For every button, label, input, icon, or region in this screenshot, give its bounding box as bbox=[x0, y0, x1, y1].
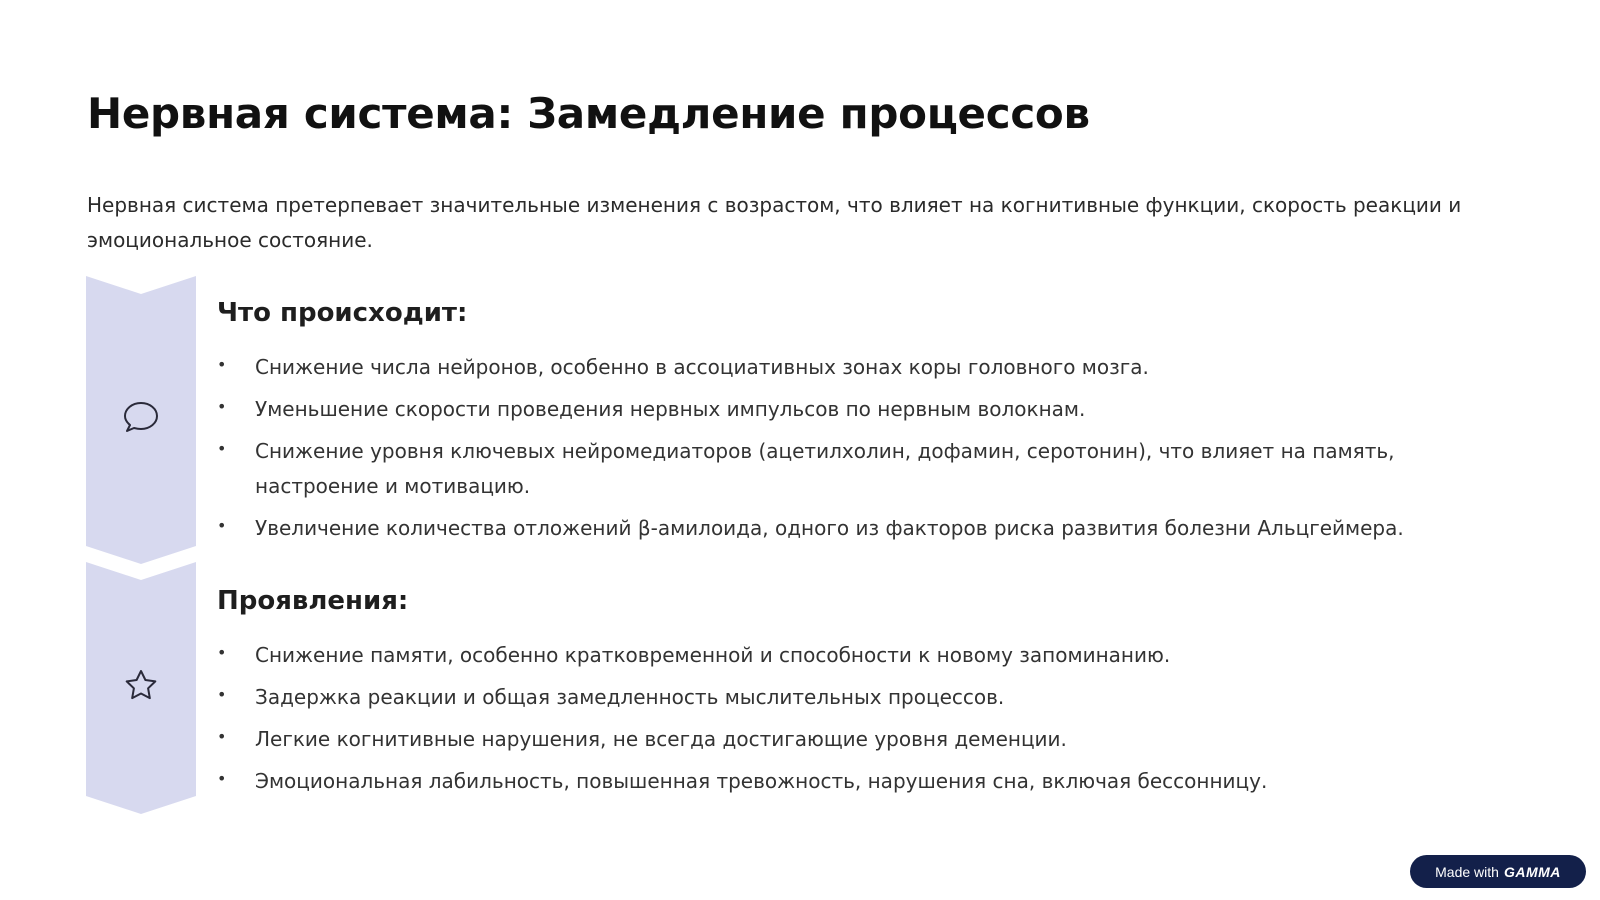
list-item: • Увеличение количества отложений β-амилоида, одного из факторов риска развития болезни Альцгеймера. bbox=[217, 511, 1507, 546]
list-item: • Эмоциональная лабильность, повышенная тревожность, нарушения сна, включая бессонницу. bbox=[217, 764, 1507, 799]
made-with-gamma-badge[interactable] bbox=[1410, 855, 1586, 888]
gamma-logo: GAMMA bbox=[1503, 863, 1561, 880]
badge-made-with-text: Made with bbox=[1435, 863, 1499, 880]
list-item: • Снижение памяти, особенно кратковременной и способности к новому запоминанию. bbox=[217, 638, 1507, 673]
section-heading-manifestations: Проявления: bbox=[217, 586, 409, 616]
bullet-list-manifestations bbox=[217, 638, 1507, 806]
list-item: • Снижение уровня ключевых нейромедиаторов (ацетилхолин, дофамин, серотонин), что влияет на память, настроение и мотивацию. bbox=[217, 434, 1507, 504]
page-title: Нервная система: Замедление процессов bbox=[87, 89, 1090, 138]
list-item: • Задержка реакции и общая замедленность мыслительных процессов. bbox=[217, 680, 1507, 715]
bullet-list-what-happens bbox=[217, 350, 1507, 553]
list-item: • Уменьшение скорости проведения нервных импульсов по нервным волокнам. bbox=[217, 392, 1507, 427]
chevron-step-2 bbox=[86, 562, 196, 814]
list-item: • Снижение числа нейронов, особенно в ассоциативных зонах коры головного мозга. bbox=[217, 350, 1507, 385]
chevron-step-1 bbox=[86, 276, 196, 564]
list-item: • Легкие когнитивные нарушения, не всегда достигающие уровня деменции. bbox=[217, 722, 1507, 757]
intro-paragraph: Нервная система претерпевает значительные изменения с возрастом, что влияет на когнитивные функции, скорость реакции и эмоциональное состояние. bbox=[87, 193, 1462, 252]
chevron-timeline bbox=[86, 276, 196, 816]
section-heading-what-happens: Что происходит: bbox=[217, 298, 468, 328]
